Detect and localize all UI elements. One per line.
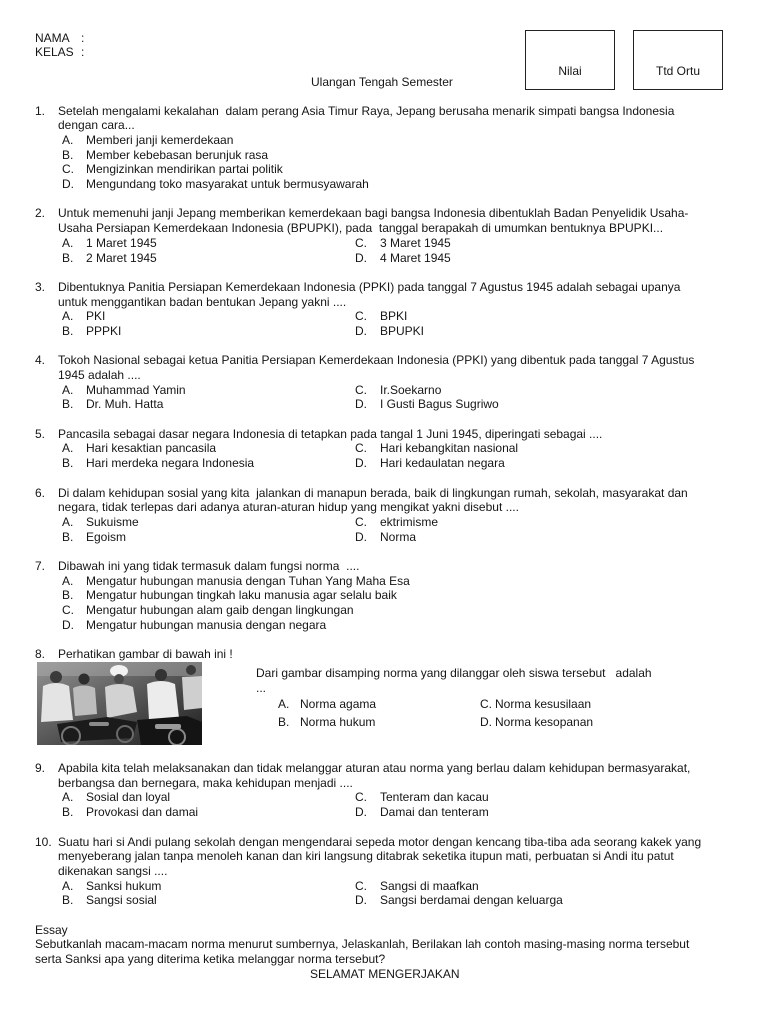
option-letter: C.	[355, 235, 367, 250]
option-letter: B.	[62, 529, 74, 544]
question-number: 10.	[35, 834, 52, 849]
option-text: Mengatur hubungan tingkah laku manusia agar selalu baik	[86, 588, 397, 603]
option-row	[0, 515, 768, 530]
option-text: Sangsi di maafkan	[380, 878, 479, 893]
option-text: Norma agama	[300, 697, 377, 712]
option-text: Ir.Soekarno	[380, 382, 442, 397]
question-3	[0, 280, 768, 339]
option-row	[0, 309, 768, 324]
question-5	[0, 427, 768, 471]
option-text: Mengatur hubungan alam gaib dengan lingkungan	[86, 603, 354, 618]
option-letter: B.	[62, 250, 74, 265]
option-text: Sanksi hukum	[86, 878, 162, 893]
option-letter: C.	[480, 697, 492, 712]
option-letter: A.	[62, 441, 74, 456]
option-letter: D.	[355, 529, 367, 544]
option-row	[0, 383, 768, 398]
question-number: 2.	[35, 206, 46, 221]
question-number: 1.	[35, 103, 46, 118]
option-row	[0, 530, 768, 545]
question-text: Apabila kita telah melaksanakan dan tidak melanggar aturan atau norma yang berlau dalam kehidupan bermasyarakat,	[58, 761, 691, 776]
option-letter: C.	[355, 382, 367, 397]
question-line	[0, 368, 768, 383]
closing-line	[0, 967, 768, 982]
question-line	[0, 647, 768, 662]
class-colon: :	[81, 45, 85, 60]
traffic-violation-photo	[37, 662, 202, 745]
question-prompt: Dari gambar disamping norma yang dilanggar oleh siswa tersebut adalah	[256, 666, 652, 681]
option-text: Provokasi dan damai	[86, 805, 199, 820]
question-text: Usaha Persiapan Kemerdekaan Indonesia (BPUPKI), pada tanggal berapakah di umumkan bentuknya BPUPKI...	[58, 221, 664, 236]
option-letter: D.	[62, 177, 74, 192]
option-row	[0, 162, 768, 177]
option-text: Dr. Muh. Hatta	[86, 397, 164, 412]
question-text: negara, tidak terlepas dari adanya aturan-aturan hidup yang mengikat yakni disebut ....	[58, 500, 519, 515]
option-row	[0, 236, 768, 251]
essay-text: serta Sanksi apa yang diterima ketika melanggar norma tersebut?	[35, 952, 386, 966]
option-text: ektrimisme	[380, 514, 439, 529]
question-line	[0, 500, 768, 515]
question-line	[0, 104, 768, 119]
essay-line	[0, 937, 768, 952]
question-text: dikenakan sangsi ....	[58, 863, 168, 878]
option-letter: B.	[62, 588, 74, 603]
option-row	[0, 603, 768, 618]
option-text: Norma hukum	[300, 715, 376, 730]
question-8	[0, 647, 768, 746]
option-text: Mengatur hubungan manusia dengan negara	[86, 617, 327, 632]
question-text: Suatu hari si Andi pulang sekolah dengan mengendarai sepeda motor dengan kencang tiba-tiba ada seorang kakek yang	[58, 834, 702, 849]
option-text: Norma	[380, 529, 417, 544]
option-text: Member kebebasan berunjuk rasa	[86, 147, 269, 162]
option-row	[0, 805, 768, 820]
option-row	[0, 790, 768, 805]
option-letter: A.	[278, 697, 290, 712]
option-letter: A.	[62, 235, 74, 250]
option-letter: C.	[355, 878, 367, 893]
option-letter: B.	[62, 147, 74, 162]
question-number: 7.	[35, 558, 46, 573]
question-text: Untuk memenuhi janji Jepang memberikan kemerdekaan bagi bangsa Indonesia dibentuklah Badan Penyelidik Usaha-	[58, 206, 689, 221]
question-text: Pancasila sebagai dasar negara Indonesia di tetapkan pada tangal 1 Juni 1945, diperingati sebagai ....	[58, 426, 603, 441]
option-letter: C.	[355, 309, 367, 324]
option-letter: C.	[355, 441, 367, 456]
question-number: 4.	[35, 353, 46, 368]
question-text: dengan cara...	[58, 118, 135, 133]
option-row	[0, 879, 768, 894]
question-text: Dibawah ini yang tidak termasuk dalam fungsi norma ....	[58, 558, 360, 573]
option-row	[0, 177, 768, 192]
question-number: 9.	[35, 761, 46, 776]
option-text: BPKI	[380, 309, 408, 324]
option-row	[0, 397, 768, 412]
question-text: Di dalam kehidupan sosial yang kita jalankan di manapun berada, baik di lingkungan rumah, sekolah, masyarakat dan	[58, 485, 688, 500]
option-text: 1 Maret 1945	[86, 235, 157, 250]
option-letter: D.	[62, 617, 74, 632]
question-line	[0, 849, 768, 864]
option-letter: A.	[62, 382, 74, 397]
option-letter: D.	[355, 323, 367, 338]
option-row	[0, 441, 768, 456]
question-4	[0, 353, 768, 412]
option-letter: C.	[355, 514, 367, 529]
question-number: 3.	[35, 279, 46, 294]
option-text: Sangsi berdamai dengan keluarga	[380, 893, 563, 908]
option-letter: B.	[62, 397, 74, 412]
option-text: Hari kesaktian pancasila	[86, 441, 217, 456]
option-row	[0, 148, 768, 163]
class-label: KELAS	[35, 45, 74, 60]
question-text: berbangsa dan bernegara, maka kehidupan menjadi ....	[58, 775, 353, 790]
question-text: 1945 adalah ....	[58, 368, 141, 383]
option-row	[0, 456, 768, 471]
option-text: Sangsi sosial	[86, 893, 157, 908]
option-text: Damai dan tenteram	[380, 805, 489, 820]
essay-line	[0, 952, 768, 967]
option-letter: B.	[278, 715, 290, 730]
question-line	[0, 206, 768, 221]
question-text: menyeberang jalan tanpa menoleh kanan dan kiri langsung ditabrak seketika itupun mati, perbuatan si Andi itu patut	[58, 849, 674, 864]
option-letter: A.	[62, 573, 74, 588]
option-text: BPUPKI	[380, 323, 425, 338]
question-line	[0, 353, 768, 368]
option-letter: C.	[62, 603, 74, 618]
option-text: Tenteram dan kacau	[380, 790, 489, 805]
question-9	[0, 761, 768, 820]
option-letter: A.	[62, 790, 74, 805]
option-row	[0, 324, 768, 339]
option-row	[0, 251, 768, 266]
question-text: Tokoh Nasional sebagai ketua Panitia Persiapan Kemerdekaan Indonesia (PPKI) yang dibentuk pada tanggal 7 Agustus	[58, 353, 695, 368]
essay-heading-line	[0, 923, 768, 938]
parent-signature-box-label: Ttd Ortu	[655, 64, 700, 78]
option-letter: D.	[355, 397, 367, 412]
option-letter: B.	[62, 805, 74, 820]
closing-message: SELAMAT MENGERJAKAN	[310, 966, 460, 981]
parent-signature-box	[633, 30, 723, 90]
option-letter: D.	[355, 250, 367, 265]
score-box	[525, 30, 615, 90]
option-text: 2 Maret 1945	[86, 250, 157, 265]
question-number: 5.	[35, 426, 46, 441]
question-prompt: ...	[256, 681, 267, 696]
question-text: Setelah mengalami kekalahan dalam perang Asia Timur Raya, Jepang berusaha menarik simpati bangsa Indonesia	[58, 103, 675, 118]
option-letter: A.	[62, 309, 74, 324]
option-text: Egoism	[86, 529, 127, 544]
option-letter: B.	[62, 893, 74, 908]
question-7	[0, 559, 768, 632]
option-text: 4 Maret 1945	[380, 250, 451, 265]
question-number: 8.	[35, 647, 46, 662]
option-text: Mengundang toko masyarakat untuk bermusyawarah	[86, 177, 369, 192]
option-letter: A.	[62, 514, 74, 529]
option-row	[0, 133, 768, 148]
question-6	[0, 486, 768, 545]
option-text: Muhammad Yamin	[86, 382, 186, 397]
option-letter: D.	[355, 456, 367, 471]
class-field-row	[35, 45, 84, 60]
option-text: Sukuisme	[86, 514, 139, 529]
question-list	[0, 104, 768, 982]
question-line	[0, 118, 768, 133]
option-row	[0, 588, 768, 603]
question-10	[0, 835, 768, 908]
option-row	[0, 893, 768, 908]
question-line	[0, 761, 768, 776]
option-text: Hari merdeka negara Indonesia	[86, 456, 255, 471]
option-text: Mengatur hubungan manusia dengan Tuhan Yang Maha Esa	[86, 573, 410, 588]
question-line	[0, 559, 768, 574]
option-letter: D.	[355, 893, 367, 908]
option-letter: A.	[62, 878, 74, 893]
essay-heading: Essay	[35, 922, 68, 937]
essay-text: Sebutkanlah macam-macam norma menurut sumbernya, Jelaskanlah, Berilakan lah contoh masing-masing norma tersebut	[35, 937, 690, 952]
question-line	[0, 776, 768, 791]
name-colon: :	[81, 30, 85, 45]
name-label: NAMA	[35, 30, 70, 45]
question-line	[0, 486, 768, 501]
option-text: 3 Maret 1945	[380, 235, 451, 250]
option-letter: D.	[480, 715, 492, 730]
option-text: PPPKI	[86, 323, 122, 338]
option-text: Norma kesopanan	[495, 715, 594, 730]
option-text: PKI	[86, 309, 106, 324]
option-row	[0, 618, 768, 633]
option-text: Memberi janji kemerdekaan	[86, 133, 234, 148]
essay-section	[0, 923, 768, 982]
question-number: 6.	[35, 485, 46, 500]
question-line	[0, 221, 768, 236]
score-box-label: Nilai	[558, 64, 582, 78]
option-letter: A.	[62, 133, 74, 148]
option-letter: B.	[62, 456, 74, 471]
page-title: Ulangan Tengah Semester	[311, 74, 453, 89]
option-text: Norma kesusilaan	[495, 697, 592, 712]
question-line	[0, 280, 768, 295]
question-text: untuk menggantikan badan bentukan Jepang yakni ....	[58, 294, 347, 309]
option-text: Hari kedaulatan negara	[380, 456, 505, 471]
question-text: Dibentuknya Panitia Persiapan Kemerdekaan Indonesia (PPKI) pada tanggal 7 Agustus 1945 adalah sebagai upanya	[58, 279, 681, 294]
name-field-row	[35, 31, 84, 46]
option-row	[0, 574, 768, 589]
option-letter: D.	[355, 805, 367, 820]
option-letter: C.	[355, 790, 367, 805]
question-line	[0, 295, 768, 310]
question-2	[0, 206, 768, 265]
question-line	[0, 427, 768, 442]
option-letter: B.	[62, 323, 74, 338]
option-text: Mengizinkan mendirikan partai politik	[86, 162, 283, 177]
option-text: Hari kebangkitan nasional	[380, 441, 519, 456]
question-line	[0, 864, 768, 879]
option-text: I Gusti Bagus Sugriwo	[380, 397, 499, 412]
question-1	[0, 104, 768, 192]
question-text: Perhatikan gambar di bawah ini !	[58, 647, 233, 662]
option-letter: C.	[62, 162, 74, 177]
option-text: Sosial dan loyal	[86, 790, 171, 805]
question-line	[0, 835, 768, 850]
